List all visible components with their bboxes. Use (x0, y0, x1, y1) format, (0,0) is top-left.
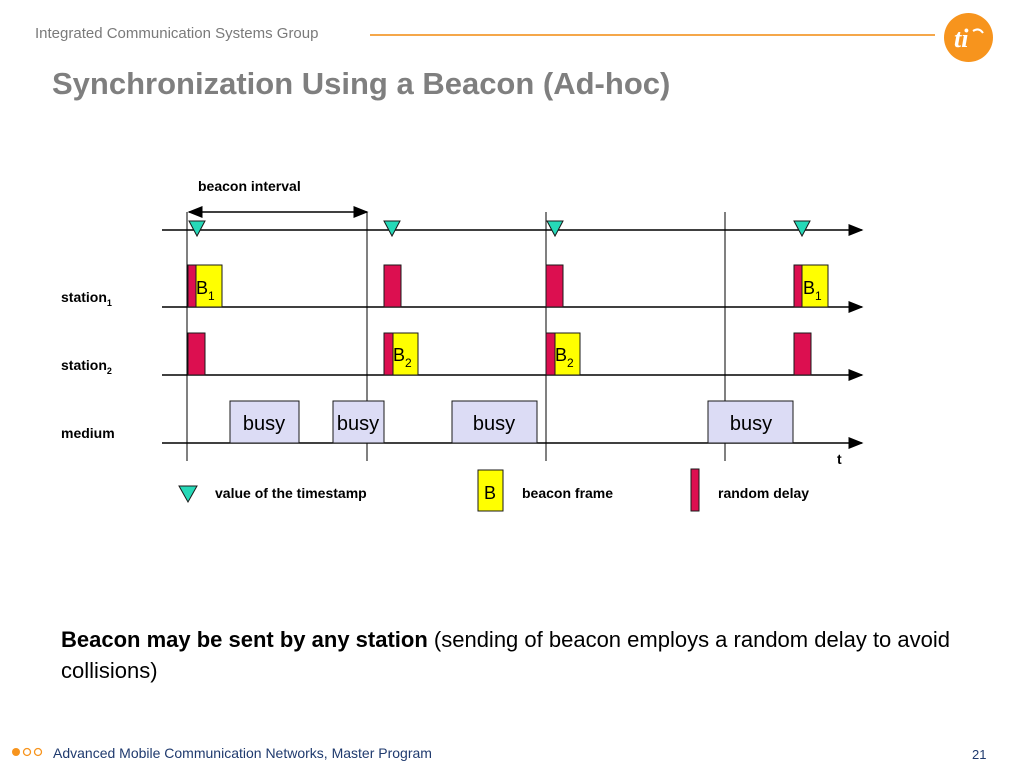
timestamp-marker (794, 221, 810, 236)
timestamp-markers (189, 221, 810, 236)
legend-timestamp-label: value of the timestamp (215, 485, 367, 501)
random-delay (188, 333, 205, 375)
station2-activity (188, 333, 811, 375)
legend-beacon-label: beacon frame (522, 485, 614, 501)
timestamp-marker (384, 221, 400, 236)
svg-text:ti: ti (954, 24, 969, 53)
legend-timestamp-icon (179, 486, 197, 502)
beacon-frame-label: $B_1$ (196, 278, 215, 303)
random-delay (188, 265, 196, 307)
random-delay (794, 265, 802, 307)
page-number: 21 (972, 747, 987, 762)
timestamp-marker (189, 221, 205, 236)
header-group-name: Integrated Communication Systems Group (35, 25, 319, 42)
busy-label: busy (729, 413, 773, 435)
random-delay (546, 333, 555, 375)
legend-delay-label: random delay (718, 485, 810, 501)
station1-activity (188, 265, 828, 307)
footer-dots-icon (11, 746, 45, 758)
slide-title: Synchronization Using a Beacon (Ad-hoc) (52, 66, 671, 101)
busy-label: busy (336, 413, 380, 435)
random-delay (546, 265, 563, 307)
time-axis-label: t (837, 451, 842, 467)
timestamp-marker (547, 221, 563, 236)
beacon-frame-label: $B_2$ (555, 345, 574, 370)
summary-note-bold: Beacon may be sent by any station (61, 627, 428, 652)
medium-label: medium (61, 425, 115, 441)
station1-label: station$_1$ (61, 289, 112, 308)
summary-note-rest: (sending of beacon employs a random delay to avoid collisions) (61, 627, 950, 683)
beacon-frame-label: $B_1$ (803, 278, 822, 303)
beacon-frame-label: $B_2$ (393, 345, 412, 370)
random-delay (384, 333, 393, 375)
footer-program: Advanced Mobile Communication Networks, Master Program (53, 745, 432, 761)
summary-note (61, 624, 961, 686)
busy-label: busy (472, 413, 516, 435)
legend-beacon-letter: B (483, 483, 497, 503)
legend (179, 469, 809, 511)
legend-delay-icon (691, 469, 699, 511)
beacon-interval-label: beacon interval (198, 178, 301, 194)
station2-label: station$_2$ (61, 357, 112, 376)
random-delay (384, 265, 401, 307)
busy-label: busy (242, 413, 286, 435)
random-delay (794, 333, 811, 375)
